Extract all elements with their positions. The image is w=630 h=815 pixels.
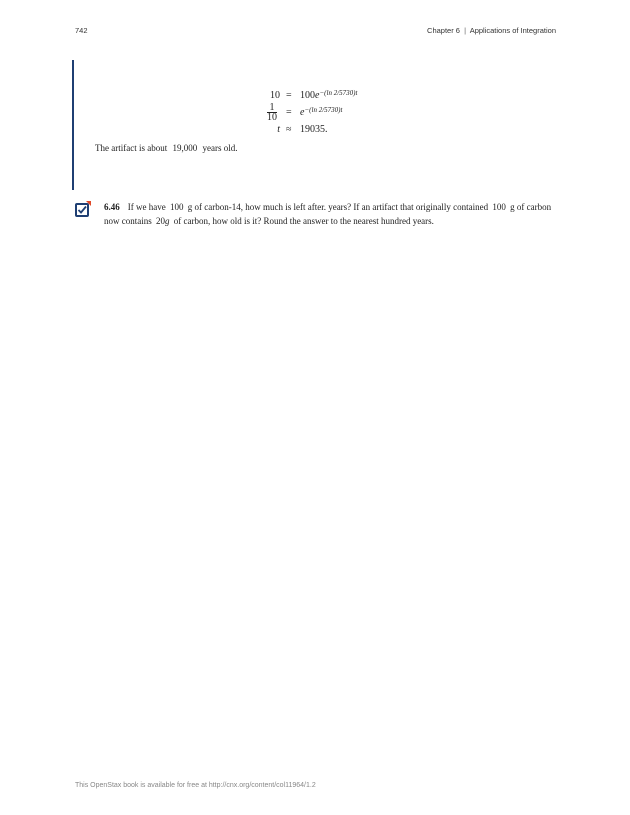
eq2-rel: = (286, 107, 292, 118)
equation-row-1 (0, 90, 630, 104)
exercise-6-46: 6.46 If we have 100 g of carbon-14, how much is left after. years? If an artifact that originally contained 100 g of carbon now contains 20g of carbon, how old is it? Round the answer to the nearest hundred years. (104, 202, 552, 226)
eq3-rhs: 19035. (300, 124, 328, 135)
eq1-rel: = (286, 90, 292, 101)
equation-row-2 (0, 103, 630, 125)
chapter-header (427, 26, 556, 35)
page-number: 742 (75, 26, 88, 35)
exercise-number: 6.46 (104, 202, 120, 212)
eq1-rhs: $100e^{-(ln 2/5730)t}$ (300, 89, 358, 101)
chapter-label: Chapter 6 (427, 26, 460, 35)
eq3-lhs: t (277, 124, 280, 135)
checkmark-exercise-icon (74, 200, 92, 218)
conclusion-text: The artifact is about 19,000 years old. (95, 143, 238, 153)
eq2-lhs: $\frac{1}{10}$ (267, 102, 277, 123)
eq1-lhs: 10 (270, 90, 280, 101)
eq3-rel: ≈ (286, 124, 292, 135)
header-separator: | (464, 26, 467, 35)
chapter-title: Applications of Integration (469, 26, 556, 35)
eq2-rhs: $e^{-(ln 2/5730)t}$ (300, 106, 343, 118)
equation-row-3 (0, 124, 630, 138)
footer-source: This OpenStax book is available for free at http://cnx.org/content/col11964/1.2 (75, 782, 316, 789)
